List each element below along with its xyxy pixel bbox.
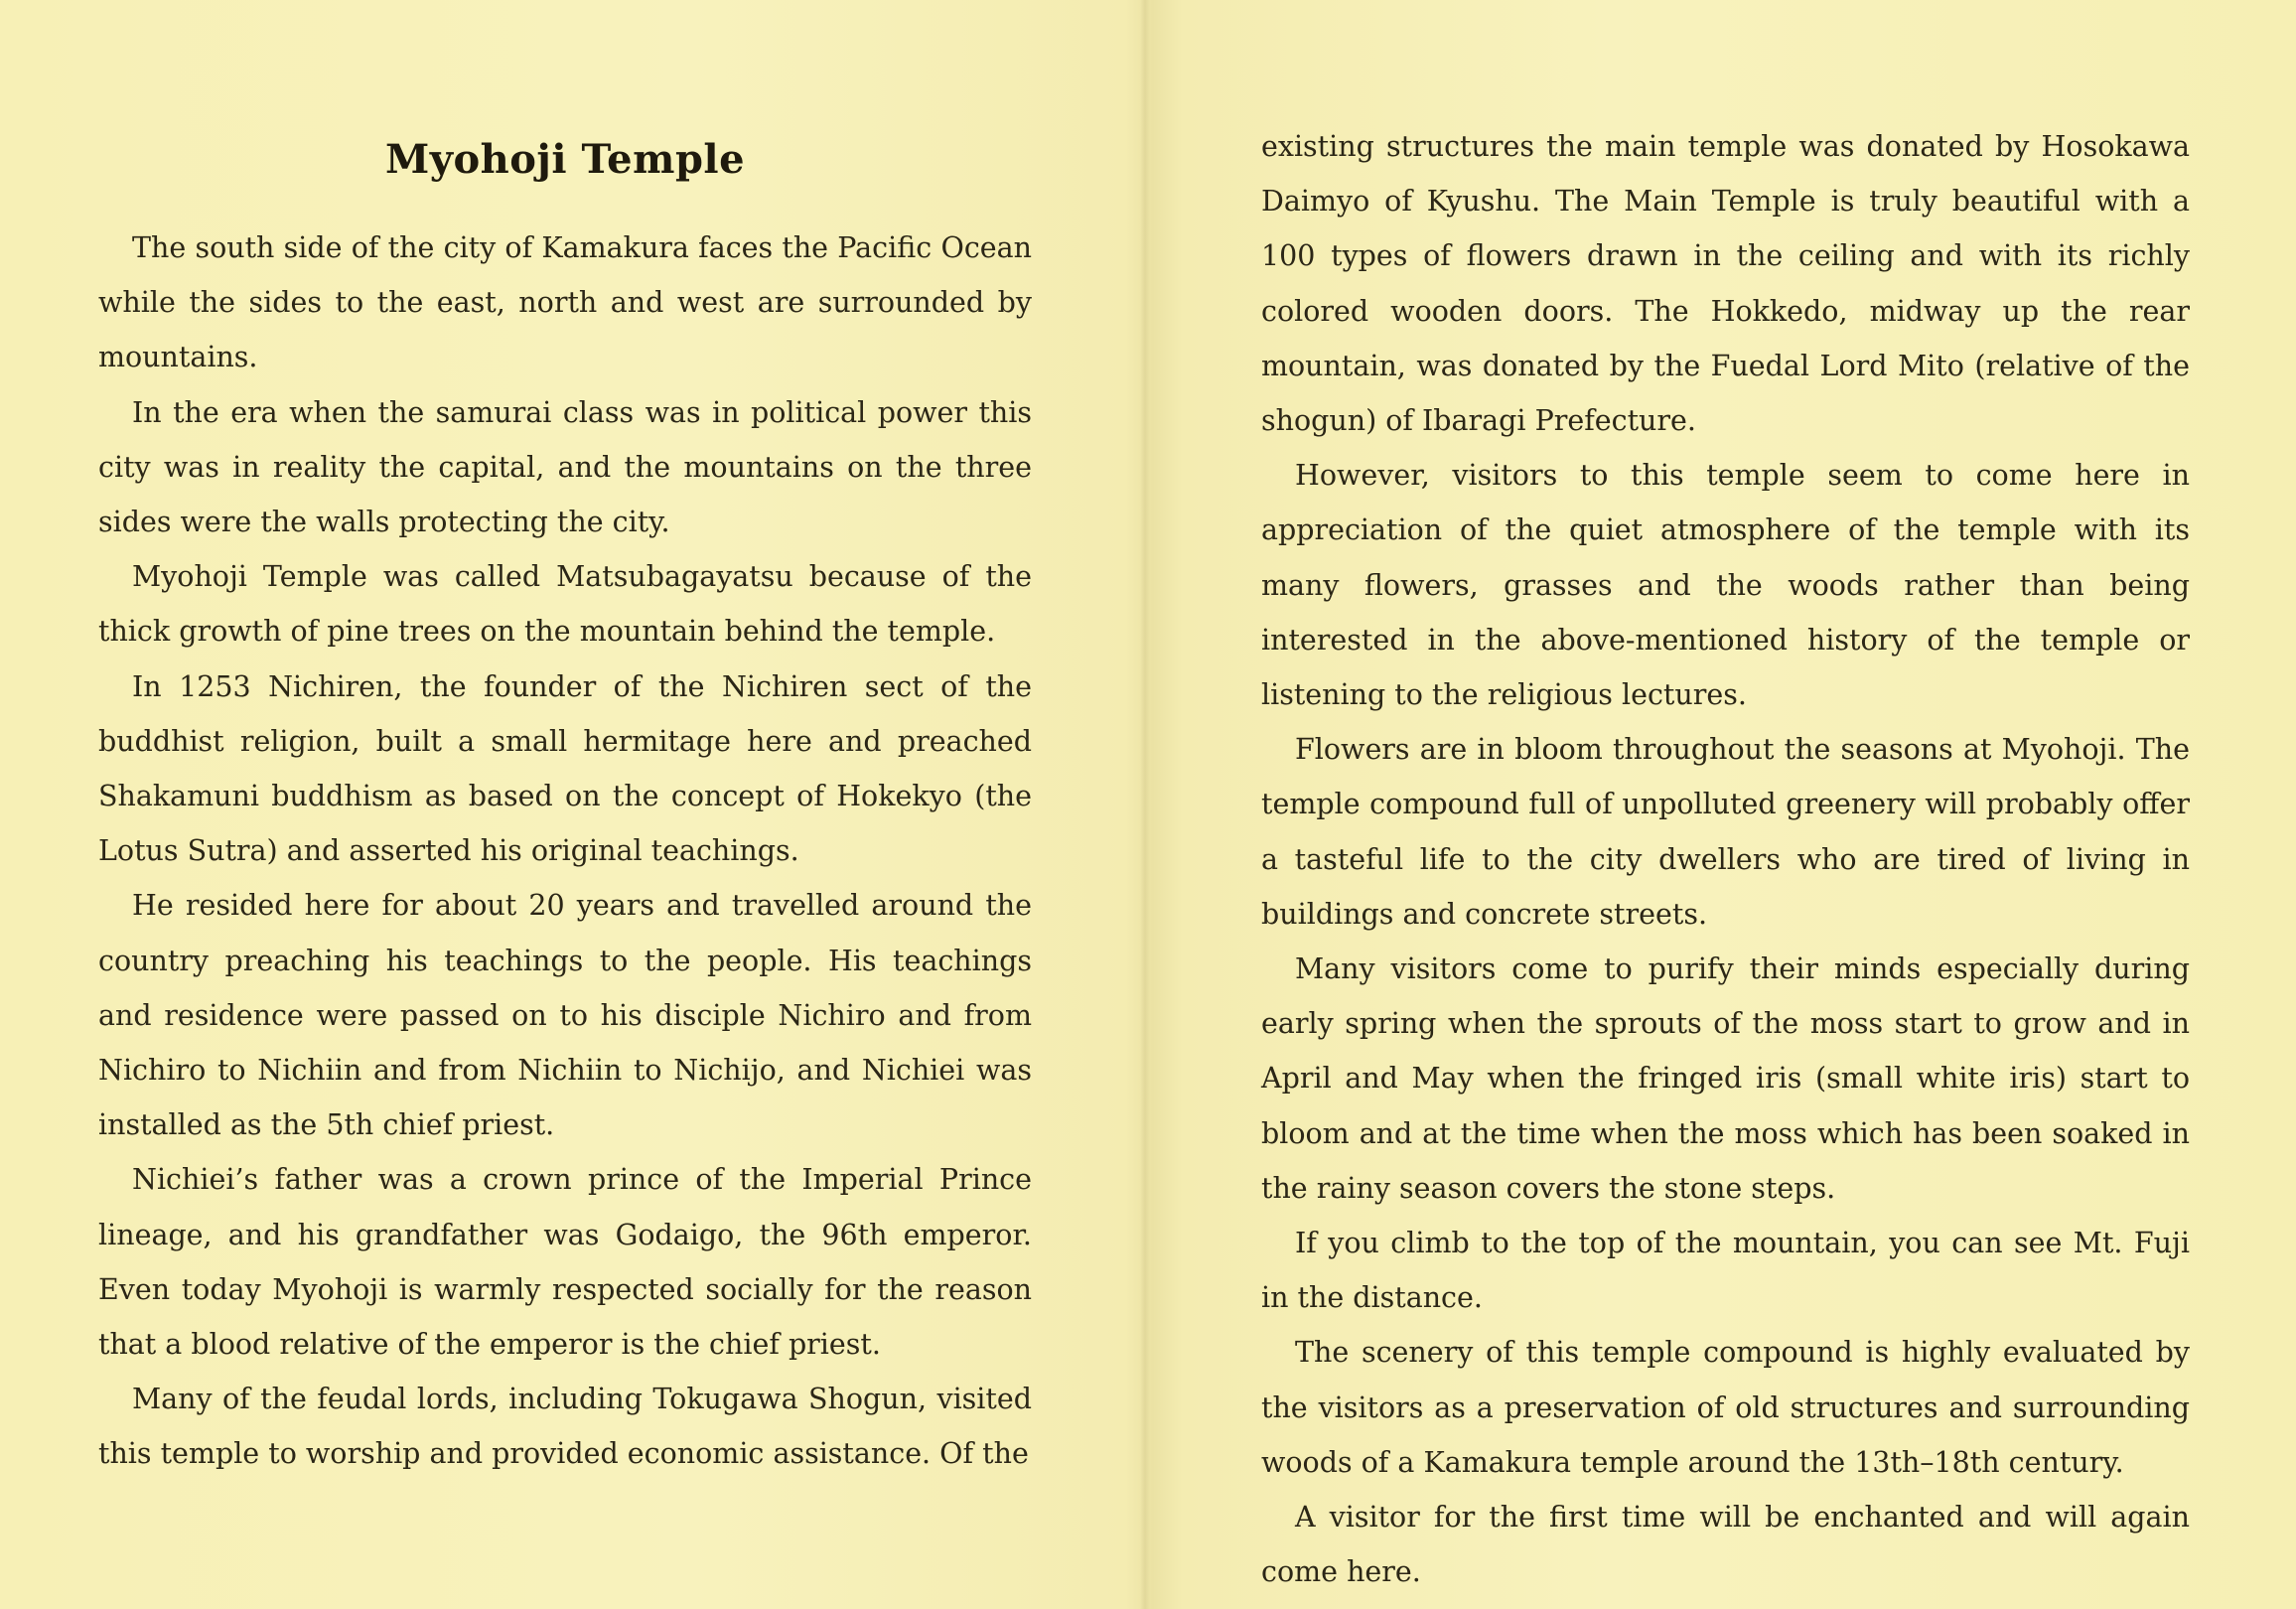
- paragraph: He resided here for about 20 years and travelled around the country preaching his teachings to the people. His teachings and residence were passed on to his disciple Nichiro and from Nichiro to Nichiin and from Nichiin to Nichijo, and Nichiei was installed as the 5th chief priest.: [98, 889, 1032, 1142]
- paragraph: A visitor for the first time will be enchanted and will again come here.: [1261, 1501, 2190, 1589]
- paragraph: Nichiei’s father was a crown prince of the Imperial Prince lineage, and his grandfather was Godaigo, the 96th emperor. Even today Myohoji is warmly respected socially for the reason that a blood relative of the emperor is the chief priest.: [98, 1163, 1032, 1362]
- paragraph: Many of the feudal lords, including Tokugawa Shogun, visited this temple to worship and provided economic assistance. Of the: [98, 1383, 1032, 1471]
- right-page-body: [1261, 119, 2190, 1599]
- left-page-body: [98, 220, 1032, 1482]
- paragraph: Myohoji Temple was called Matsubagayatsu because of the thick growth of pine trees on the mountain behind the temple.: [98, 560, 1032, 649]
- center-fold: [1140, 0, 1150, 1609]
- page-title: Myohoji Temple: [384, 136, 746, 183]
- left-page: [98, 0, 1032, 1609]
- right-page: [1261, 0, 2190, 1609]
- paragraph: The scenery of this temple compound is highly evaluated by the visitors as a preservation of old structures and surrounding woods of a Kamakura temple around the 13th–18th century.: [1261, 1336, 2190, 1479]
- paragraph: However, visitors to this temple seem to come here in appreciation of the quiet atmosphere of the temple with its many flowers, grasses and the woods rather than being interested in the above-mentioned history of the temple or listening to the religious lectures.: [1261, 459, 2190, 712]
- paragraph: existing structures the main temple was donated by Hosokawa Daimyo of Kyushu. The Main Temple is truly beautiful with a 100 types of flowers drawn in the ceiling and with its richly colored wooden doors. The Hokkedo, midway up the rear mountain, was donated by the Fuedal Lord Mito (relative of the shogun) of Ibaragi Prefecture.: [1261, 130, 2190, 438]
- paragraph: If you climb to the top of the mountain, you can see Mt. Fuji in the distance.: [1261, 1227, 2190, 1315]
- paragraph: The south side of the city of Kamakura faces the Pacific Ocean while the sides to the east, north and west are surrounded by mountains.: [98, 231, 1032, 374]
- paragraph: Many visitors come to purify their minds especially during early spring when the sprouts of the moss start to grow and in April and May when the fringed iris (small white iris) start to bloom and at the time when the moss which has been soaked in the rainy season covers the stone steps.: [1261, 952, 2190, 1205]
- paragraph: In the era when the samurai class was in political power this city was in reality the capital, and the mountains on the three sides were the walls protecting the city.: [98, 395, 1032, 539]
- paragraph: Flowers are in bloom throughout the seasons at Myohoji. The temple compound full of unpolluted greenery will probably offer a tasteful life to the city dwellers who are tired of living in buildings and concrete streets.: [1261, 733, 2190, 931]
- paragraph: In 1253 Nichiren, the founder of the Nichiren sect of the buddhist religion, built a small hermitage here and preached Shakamuni buddhism as based on the concept of Hokekyo (the Lotus Sutra) and asserted his original teachings.: [98, 669, 1032, 868]
